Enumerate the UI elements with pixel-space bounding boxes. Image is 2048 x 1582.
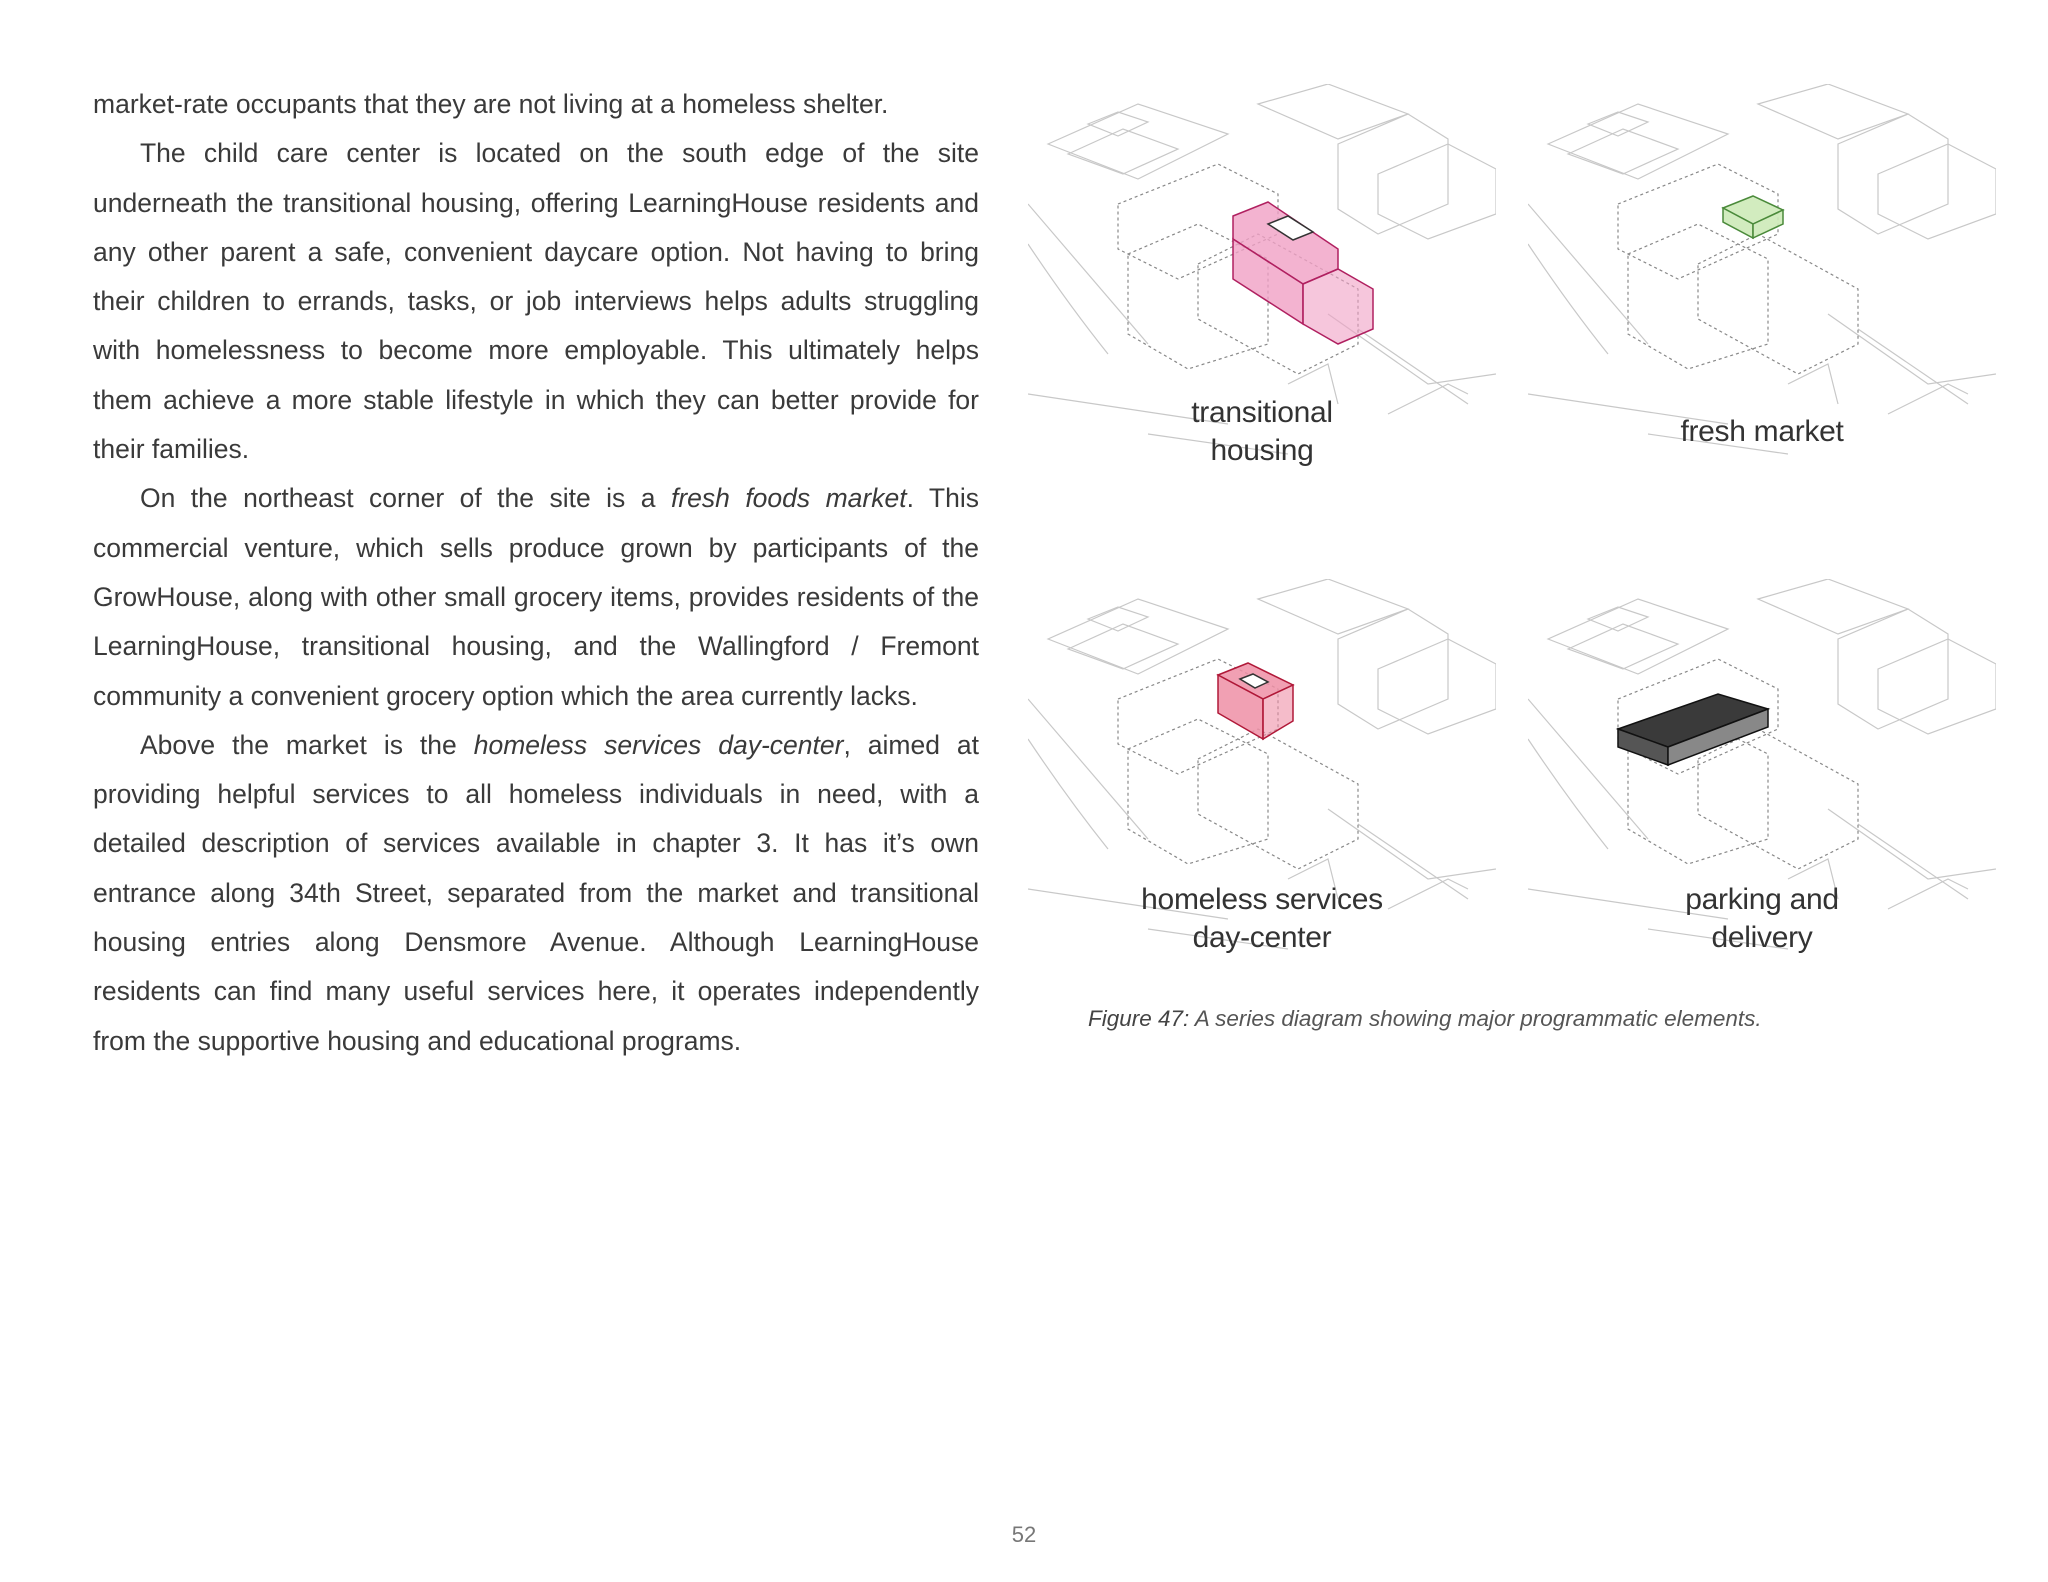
panel-label-line-2: delivery — [1711, 921, 1813, 954]
paragraph-3 — [93, 474, 979, 720]
series-diagram — [1028, 84, 1996, 984]
paragraph-3-emphasis: fresh foods market — [670, 483, 907, 514]
panel-homeless-services — [1028, 579, 1496, 974]
panel-label — [1612, 413, 1912, 451]
panel-parking-delivery — [1528, 579, 1996, 974]
paragraph-4 — [93, 721, 979, 1066]
panel-label-line-2: fresh market — [1680, 415, 1844, 448]
figure-caption-text: A series diagram showing major programmatic elements. — [1189, 1006, 1762, 1031]
panel-label — [1612, 881, 1912, 957]
panel-transitional-housing — [1028, 84, 1496, 479]
panel-fresh-market — [1528, 84, 1996, 479]
body-text — [93, 80, 979, 1066]
panel-label-line-2: day-center — [1192, 921, 1332, 954]
paragraph-4-emphasis: homeless services day-center — [473, 729, 844, 760]
paragraph-4-start: Above the market is the — [140, 729, 474, 760]
panel-label-line-1: transitional — [1191, 396, 1333, 429]
paragraph-1: market-rate occupants that they are not living at a homeless shelter. — [93, 89, 889, 119]
panel-label-line-1: homeless services — [1141, 883, 1383, 916]
panel-label-line-1: parking and — [1685, 883, 1839, 916]
paragraph-2: The child care center is located on the south edge of the site underneath the transitional housing, offering LearningHouse residents and any other parent a safe, convenient daycare option. Not having to bring their children to errands, tasks, or job interviews helps adults struggling with homelessness to become more employable. This ultimately helps them achieve a more stable lifestyle in which they can better provide for their families. — [93, 138, 979, 465]
paragraph-4-end: , aimed at providing helpful services to all homeless individuals in need, with a detailed description of services available in chapter 3. It has it’s own entrance along 34th Street, separated from the market and transitional housing entries along Densmore Avenue. Although LearningHouse residents can find many useful services here, it operates independently from the supportive housing and educational programs. — [93, 729, 979, 1056]
page-number: 52 — [1011, 1522, 1037, 1547]
figure-caption — [1088, 1006, 1968, 1032]
figure-number: Figure 47: — [1088, 1006, 1190, 1031]
paragraph-3-end: . This commercial venture, which sells produce grown by participants of the GrowHouse, along with other small grocery items, provides residents of the LearningHouse, transitional housing, and the Wallingford / Fremont community a convenient grocery option which the area currently lacks. — [93, 483, 979, 711]
panel-label-line-2: housing — [1210, 434, 1314, 467]
panel-label — [1112, 394, 1412, 470]
panel-label — [1112, 881, 1412, 957]
paragraph-3-start: On the northeast corner of the site is a — [140, 483, 671, 514]
